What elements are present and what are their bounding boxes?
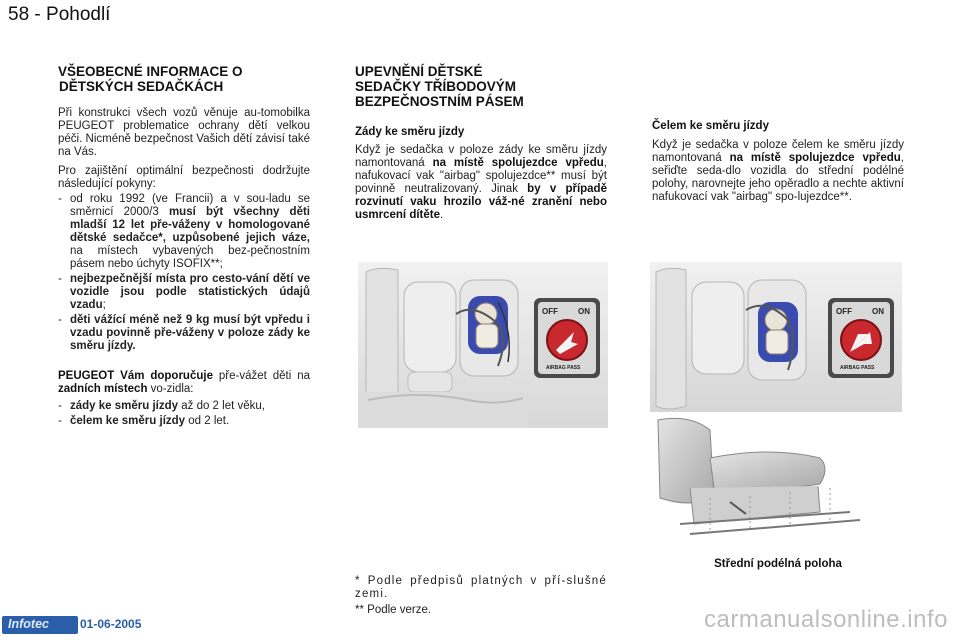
infotec-logo-text: Infotec	[8, 617, 49, 631]
bullet-1-text: od roku 1992 (ve Francii) a v sou-ladu se směrnicí 2000/3	[70, 193, 310, 218]
switch-on-label: ON	[578, 307, 590, 316]
left-paragraph-1: Při konstrukci všech vozů věnuje au-tomobilka PEUGEOT problematice ochrany dětí velkou péči. Nicméně bezpečnost Vašich dětí závisí také na Vás.	[58, 107, 310, 158]
left-heading-line-1: VŠEOBECNÉ INFORMACE O	[58, 64, 243, 79]
bullet-5-bold: čelem ke směru jízdy	[70, 415, 186, 427]
middle-heading-line-2: SEDAČKY TŘÍBODOVÝM	[355, 79, 517, 94]
middle-column	[355, 64, 607, 222]
bullet-3-bold: děti vážící méně než 9 kg musí být vpředu i vzadu povinně pře-váženy v poloze zády ke směru jízdy.	[70, 314, 310, 352]
right-text-bold: na místě spolujezdce vpředu	[729, 152, 901, 164]
bullet-4-tail: až do 2 let věku,	[178, 400, 265, 412]
switch-airbag-label-right: AIRBAG PASS	[840, 365, 875, 371]
middle-text-mid: , nafukovací vak "airbag" spolujezdce** musí být povinně neutralizovaný. Jinak	[355, 157, 607, 195]
bullet-3	[58, 314, 310, 353]
switch-airbag-label: AIRBAG PASS	[546, 365, 581, 371]
bullet-1-tail: na místech vybavených bez-pečnostním pásem nebo úchyty ISOFIX**;	[70, 245, 310, 270]
switch-on-label-right: ON	[872, 307, 884, 316]
left-column	[58, 64, 310, 428]
bullet-4	[58, 400, 310, 413]
switch-off-label-right: OFF	[836, 307, 852, 316]
bullet-2	[58, 273, 310, 312]
footnote-1: * Podle předpisů platných v pří-slušné zemi.	[355, 575, 607, 600]
right-text-tail: , seřiďte seda-dlo vozidla do střední podélné polohy, narovnejte jeho opěradlo a nechte aktivní nafukovací vak "airbag" spo-lujezdce**.	[652, 152, 904, 203]
infotec-logo	[2, 616, 78, 634]
bullet-dash: -	[58, 193, 62, 205]
bullet-1	[58, 193, 310, 271]
recommendation-bold-1: PEUGEOT Vám doporučuje	[58, 370, 213, 382]
middle-heading	[355, 64, 607, 109]
right-column	[652, 120, 904, 204]
right-paragraph	[652, 139, 904, 204]
bullet-2-tail: ;	[102, 299, 106, 311]
middle-heading-line-3: BEZPEČNOSTNÍM PÁSEM	[355, 94, 524, 109]
middle-subheading: Zády ke směru jízdy	[355, 126, 465, 138]
right-text: Když je sedačka v poloze čelem ke směru jízdy namontovaná	[652, 139, 904, 164]
bullet-dash: -	[58, 314, 62, 326]
bullet-5	[58, 415, 310, 428]
middle-text-tail: .	[440, 209, 444, 221]
recommendation-bold-2: zadních místech	[58, 383, 148, 395]
bullet-dash: -	[58, 273, 62, 285]
middle-text-bold-1: na místě spolujezdce vpředu	[432, 157, 604, 169]
bullet-2-bold: nejbezpečnější místa pro cesto-vání dětí ve vozidle jsou podle statistických údajů vzadu	[70, 273, 310, 311]
right-subheading: Čelem ke směru jízdy	[652, 120, 769, 132]
bullet-dash: -	[58, 415, 62, 427]
page-title: 58 - Pohodlí	[8, 4, 111, 25]
watermark: carmanualsonline.info	[704, 606, 948, 633]
footnotes	[355, 575, 607, 617]
recommendation-tail: vo-zidla:	[147, 383, 194, 395]
middle-text-bold-2: by v případě rozvinutí vaku hrozilo váž-né zranění nebo usmrcení dítěte	[355, 183, 607, 221]
footnote-2: ** Podle verze.	[355, 604, 432, 616]
switch-off-label: OFF	[542, 307, 558, 316]
bullet-dash: -	[58, 400, 62, 412]
left-paragraph-2: Pro zajištění optimální bezpečnosti dodržujte následující pokyny:	[58, 165, 310, 190]
rear-facing-seat-illustration	[358, 262, 608, 428]
middle-text: Když je sedačka v poloze zády ke směru jízdy namontovaná	[355, 144, 607, 169]
bullet-1-bold: musí být všechny děti mladší 12 let pře-váženy v homologované dětské sedačce*, uzpůsobené jejich váze,	[70, 206, 310, 244]
bullet-4-bold: zády ke směru jízdy	[70, 400, 179, 412]
forward-facing-seat-illustration	[650, 262, 902, 546]
recommendation	[58, 370, 310, 396]
left-heading	[58, 64, 310, 94]
figure-caption: Střední podélná poloha	[714, 558, 842, 570]
middle-heading-line-1: UPEVNĚNÍ DĚTSKÉ	[355, 64, 483, 79]
middle-paragraph	[355, 144, 607, 222]
recommendation-mid: pře-vážet děti na	[212, 370, 310, 382]
footer-date: 01-06-2005	[80, 617, 142, 631]
left-heading-line-2: DĚTSKÝCH SEDAČKÁCH	[59, 79, 224, 94]
bullet-5-tail: od 2 let.	[185, 415, 230, 427]
